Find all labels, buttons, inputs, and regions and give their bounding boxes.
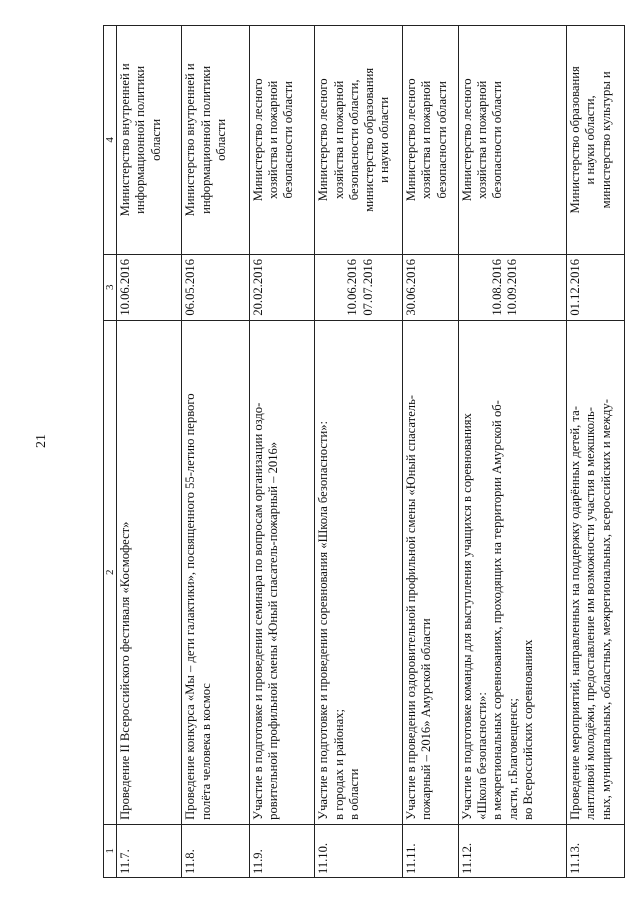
header-col-2: 2 xyxy=(104,320,117,824)
row-number: 11.11. xyxy=(403,824,459,877)
event-line: «Школа безопасности»: xyxy=(475,692,490,820)
row-number: 11.10. xyxy=(315,824,403,877)
org-line: Министерство лесного xyxy=(316,78,331,202)
date-cell xyxy=(249,254,314,320)
org-line: информационной политики xyxy=(133,65,148,214)
rotated-table-page xyxy=(103,25,625,878)
date-line: 06.05.2016 xyxy=(183,258,198,316)
row-number: 11.9. xyxy=(249,824,314,877)
date-line: 10.09.2016 xyxy=(505,258,520,316)
organization-cell xyxy=(117,26,182,255)
table-row xyxy=(567,26,625,878)
event-line: ласти, г.Благовещенск; xyxy=(505,698,520,820)
organization-cell xyxy=(315,26,403,255)
org-line: безопасности области, xyxy=(346,79,361,201)
org-line: и науки области xyxy=(377,96,392,183)
org-line: безопасности области xyxy=(281,81,296,199)
date-line: 07.07.2016 xyxy=(360,258,375,316)
event-line: во Всероссийских соревнованиях xyxy=(521,639,536,820)
event-line: пожарный – 2016» Амурской области xyxy=(419,618,434,820)
event-line: ных, муниципальных, областных, межрегиональных, всероссийских и между- xyxy=(598,399,613,820)
organization-cell xyxy=(182,26,250,255)
event-line: Участие в подготовке команды для выступления учащихся в соревнованиях xyxy=(459,413,474,820)
row-number: 11.13. xyxy=(567,824,625,877)
org-line: Министерство внутренней и xyxy=(118,63,132,217)
date-cell xyxy=(403,254,459,320)
org-line: области xyxy=(213,118,228,161)
date-cell xyxy=(315,254,403,320)
date-line: 20.02.2016 xyxy=(250,258,265,316)
org-line: министерство образования xyxy=(362,67,377,212)
row-number: 11.8. xyxy=(182,824,250,877)
event-line: ровительной профильной смены «Юный спасатель-пожарный – 2016» xyxy=(266,441,281,820)
event-line: в городах и районах; xyxy=(331,708,346,820)
org-line: хозяйства и пожарной xyxy=(419,80,434,199)
event-cell xyxy=(249,320,314,824)
date-cell xyxy=(117,254,182,320)
date-line: 10.06.2016 xyxy=(345,258,360,316)
org-line: хозяйства и пожарной xyxy=(331,80,346,199)
event-line: полёта человека в космос xyxy=(198,683,213,820)
org-line: хозяйства и пожарной xyxy=(475,80,490,199)
org-line: Министерство образования xyxy=(568,66,583,214)
org-line: информационной политики xyxy=(198,65,213,214)
event-line: в межрегиональных соревнованиях, проходящих на территории Амурской об- xyxy=(490,400,505,820)
org-line: и науки области, xyxy=(583,95,598,185)
event-line: Проведение мероприятий, направленных на поддержку одарённых детей, та- xyxy=(568,406,583,820)
page-number: 21 xyxy=(34,434,49,448)
event-cell xyxy=(315,320,403,824)
event-line: в области xyxy=(346,768,361,820)
table-row xyxy=(315,26,403,878)
date-line: 01.12.2016 xyxy=(568,258,583,316)
date-line: 30.06.2016 xyxy=(404,258,419,316)
org-line: хозяйства и пожарной xyxy=(266,80,281,199)
event-cell xyxy=(403,320,459,824)
event-line: Участие в подготовке и проведении семинара по вопросам организации оздо- xyxy=(250,402,265,820)
org-line: безопасности области xyxy=(490,81,505,199)
date-line: 10.08.2016 xyxy=(489,258,504,316)
event-line: Участие в подготовке и проведении соревнования «Школа безопасности»: xyxy=(316,420,331,820)
event-cell xyxy=(567,320,625,824)
organization-cell xyxy=(567,26,625,255)
org-line: Министерство лесного xyxy=(250,78,265,202)
header-col-4: 4 xyxy=(104,26,117,255)
event-cell xyxy=(117,320,182,824)
organization-cell xyxy=(403,26,459,255)
event-cell xyxy=(182,320,250,824)
date-cell xyxy=(567,254,625,320)
event-cell xyxy=(458,320,566,824)
event-line: Участие в проведении оздоровительной профильной смены «Юный спасатель- xyxy=(404,394,419,820)
org-line: Министерство лесного xyxy=(459,78,474,202)
table-row xyxy=(117,26,182,878)
org-line: министерство культуры и xyxy=(598,71,613,209)
organization-cell xyxy=(249,26,314,255)
header-col-3: 3 xyxy=(104,254,117,320)
org-line: области xyxy=(148,118,163,161)
table-row xyxy=(182,26,250,878)
row-number: 11.12. xyxy=(458,824,566,877)
org-line: Министерство лесного xyxy=(404,78,419,202)
header-row xyxy=(104,26,117,878)
org-line: Министерство внутренней и xyxy=(183,63,198,217)
table-row xyxy=(403,26,459,878)
event-line: Проведение конкурса «Мы – дети галактики», посвященного 55-летию первого xyxy=(183,393,198,820)
date-cell xyxy=(458,254,566,320)
row-number: 11.7. xyxy=(117,824,182,877)
date-cell xyxy=(182,254,250,320)
organization-cell xyxy=(458,26,566,255)
header-col-1: 1 xyxy=(104,824,117,877)
date-line: 10.06.2016 xyxy=(118,258,132,316)
event-line: лантливой молодёжи, предоставление им возможности участия в межшколь- xyxy=(583,407,598,820)
event-line: Проведение II Всероссийского фестиваля «Космофест» xyxy=(118,521,132,820)
events-table xyxy=(103,25,625,878)
table-row xyxy=(458,26,566,878)
table-row xyxy=(249,26,314,878)
org-line: безопасности области xyxy=(434,81,449,199)
